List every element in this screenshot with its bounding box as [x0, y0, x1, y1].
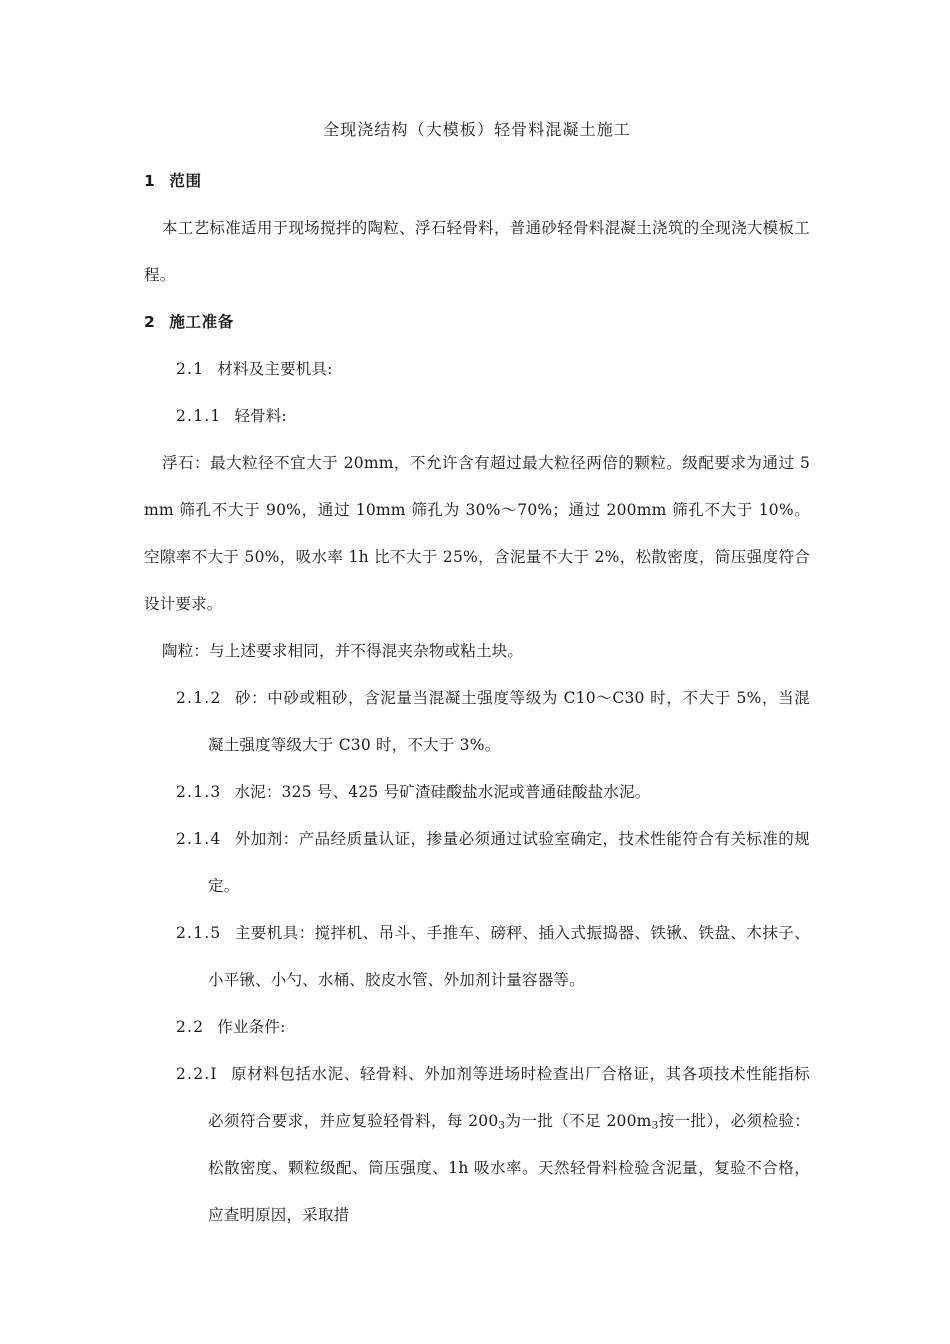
- item-text-2-1-3: 水泥：325 号、425 号矿渣硅酸盐水泥或普通硅酸盐水泥。: [234, 783, 651, 801]
- item-2-1-3: [176, 769, 810, 816]
- heading-text-2: 施工准备: [169, 313, 234, 331]
- heading-section-1: [144, 158, 810, 205]
- heading-text-1: 范围: [169, 172, 202, 190]
- item-2-1-2: [176, 675, 810, 769]
- item-number-2-1-4: 2.1.4: [176, 830, 222, 848]
- item-text-2-1: 材料及主要机具:: [217, 360, 333, 378]
- item-number-2-1-3: 2.1.3: [176, 783, 222, 801]
- item-text-2-1-1: 轻骨料:: [234, 407, 287, 425]
- document-body: [144, 108, 810, 1239]
- paragraph-scope-body: 本工艺标准适用于现场搅拌的陶粒、浮石轻骨料，普通砂轻骨料混凝土浇筑的全现浇大模板工程。: [144, 219, 810, 284]
- item-text-2-2: 作业条件:: [217, 1018, 286, 1036]
- document-title: 全现浇结构（大模板）轻骨料混凝土施工: [323, 120, 631, 139]
- item-text-2-2-1-part2: 为一批（不足 200m: [505, 1112, 652, 1130]
- heading-section-2: [144, 299, 810, 346]
- heading-number-1: 1: [144, 172, 156, 190]
- item-subscript-2: 3: [651, 1119, 659, 1132]
- heading-number-2: 2: [144, 313, 156, 331]
- paragraph-ceramsite: 陶粒：与上述要求相同，并不得混夹杂物或粘土块。: [162, 642, 524, 660]
- item-2-1: [176, 346, 810, 393]
- item-2-2-1: [176, 1051, 810, 1239]
- item-number-2-2: 2.2: [176, 1018, 205, 1036]
- item-subscript-1: 3: [498, 1119, 506, 1132]
- item-number-2-1-1: 2.1.1: [176, 407, 222, 425]
- item-text-2-1-4: 外加剂：产品经质量认证，掺量必须通过试验室确定，技术性能符合有关标准的规定。: [208, 830, 810, 895]
- item-number-2-2-1: 2.2.I: [176, 1065, 218, 1083]
- item-text-2-2-1-part1: 原材料包括水泥、轻骨料、外加剂等进场时检查出厂合格证，其各项技术性能指标必须符合要求，并应复验轻骨料，每 200: [208, 1065, 810, 1130]
- item-text-2-2-1-part3: 按一批），必须检验：松散密度、颗粒级配、筒压强度、1h 吸水率。天然轻骨料检验含泥量，复验不合格，应查明原因，采取措: [208, 1112, 811, 1224]
- item-number-2-1-5: 2.1.5: [176, 924, 222, 942]
- item-number-2-1-2: 2.1.2: [176, 689, 222, 707]
- paragraph-pumice: 浮石：最大粒径不宜大于 20mm，不允许含有超过最大粒径两倍的颗粒。级配要求为通过 5mm 筛孔不大于 90%，通过 10mm 筛孔为 30%～70%；通过 200mm 筛孔不大于 10%。空隙率不大于 50%，吸水率 1h 比不大于 25%，含泥量不大于 2%，松散密度，筒压强度符合设计要求。: [144, 454, 810, 613]
- item-number-2-1: 2.1: [176, 360, 205, 378]
- item-2-1-1: [176, 393, 810, 440]
- item-2-2: [176, 1004, 810, 1051]
- item-2-1-4: [176, 816, 810, 910]
- item-text-2-1-2: 砂：中砂或粗砂，含泥量当混凝土强度等级为 C10～C30 时，不大于 5%，当混凝土强度等级大于 C30 时，不大于 3%。: [208, 689, 810, 754]
- item-text-2-1-5: 主要机具：搅拌机、吊斗、手推车、磅秤、插入式振捣器、铁锹、铁盘、木抹子、小平锹、小勺、水桶、胶皮水管、外加剂计量容器等。: [208, 924, 810, 989]
- item-2-1-5: [176, 910, 810, 1004]
